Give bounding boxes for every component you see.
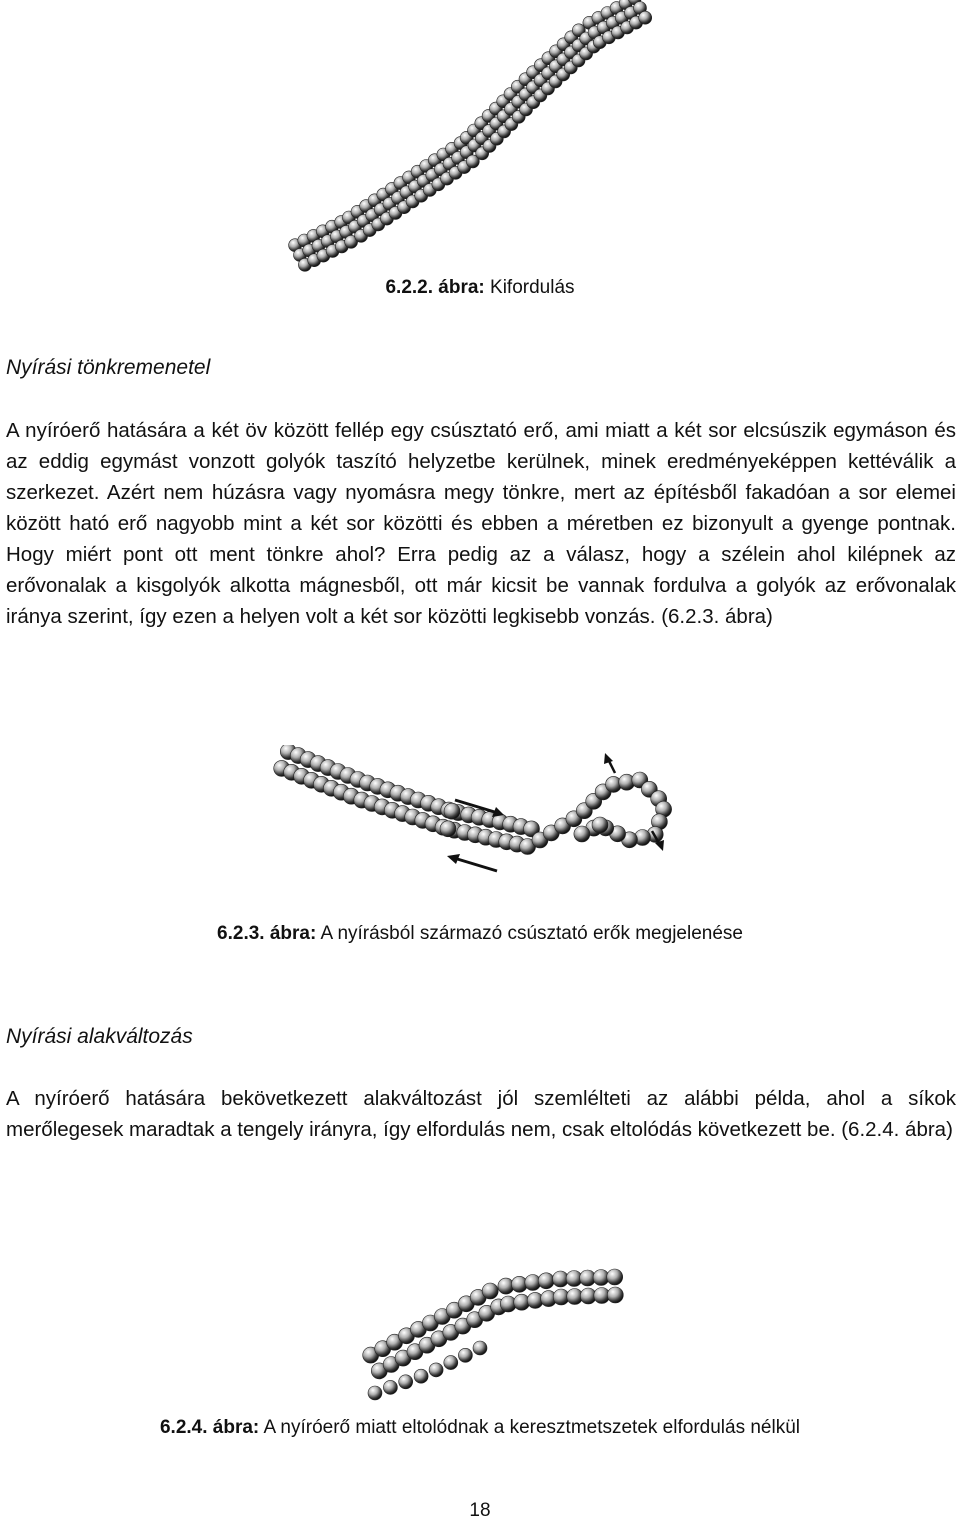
magnet-bead (639, 11, 652, 24)
caption-number: 6.2.3. ábra: (217, 923, 317, 944)
magnet-bead (482, 1283, 498, 1299)
magnet-bead (473, 1341, 487, 1355)
figure-shear-displacement (360, 1268, 630, 1413)
caption-text: A nyíróerő miatt eltolódnak a keresztmetszetek elfordulás nélkül (259, 1417, 800, 1438)
magnet-bead (440, 821, 456, 837)
caption-text: A nyírásból származó csúsztató erők megjelenése (316, 923, 743, 944)
caption-text: Kifordulás (484, 277, 575, 298)
magnet-bead (429, 1363, 443, 1377)
magnet-bead (607, 1287, 623, 1303)
magnet-bead (444, 803, 460, 819)
figure-caption-6-2-2 (0, 276, 960, 300)
section-heading-shear-failure: Nyírási tönkremenetel (6, 356, 211, 379)
magnet-bead (414, 1369, 428, 1383)
magnet-bead (383, 1380, 397, 1394)
figure-caption-6-2-3 (0, 922, 960, 946)
magnet-bead (368, 1386, 382, 1400)
magnet-bead (592, 817, 608, 833)
caption-number: 6.2.2. ábra: (385, 277, 485, 298)
magnet-bead (399, 1375, 413, 1389)
magnet-bead (458, 1348, 472, 1362)
page-number: 18 (469, 1500, 491, 1521)
figure-twisted-chain (280, 0, 660, 280)
magnet-bead (538, 1273, 554, 1289)
arrow-left-icon (447, 854, 497, 871)
magnet-bead (607, 1269, 623, 1285)
section-heading-shear-deformation: Nyírási alakváltozás (6, 1025, 193, 1048)
paragraph-shear-deformation: A nyíróerő hatására bekövetkezett alakváltozást jól szemlélteti az alábbi példa, ahol a síkok merőlegesek maradtak a tengely irányra, így elfordulás nem, csak eltolódás következett be. (6.2.4. ábra) (6, 1087, 956, 1141)
figure-shear-slip (270, 745, 700, 885)
magnet-bead (444, 1356, 458, 1370)
figure-caption-6-2-4 (0, 1416, 960, 1440)
magnet-bead (574, 826, 590, 842)
arrow-up-icon (604, 753, 615, 773)
caption-number: 6.2.4. ábra: (159, 1417, 260, 1438)
paragraph-shear-failure: A nyíróerő hatására a két öv között fellép egy csúsztató erő, ami miatt a két sor elcsúszik egymáson és az eddig egymást vonzott golyók taszító helyzetbe kerülnek, minek eredményeképpen kettéválik a szerkezet. Azért nem húzásra vagy nyomásra megy tönkre, mert az építésből fakadóan a sor elemei között ható erő nagyobb mint a két sor közötti és ebben a méretben ez bizonyult a gyenge pontnak. Hogy miért pont ott ment tönkre ahol? Erra pedig az a válasz, hogy a szélein ahol kilépnek az erővonalak a kisgolyók alkotta mágnesből, ott már kicsit be vannak fordulva a golyók az erővonalak iránya szerint, így ezen a helyen volt a két sor közötti legkisebb vonzás. (6.2.3. ábra) (6, 419, 956, 628)
